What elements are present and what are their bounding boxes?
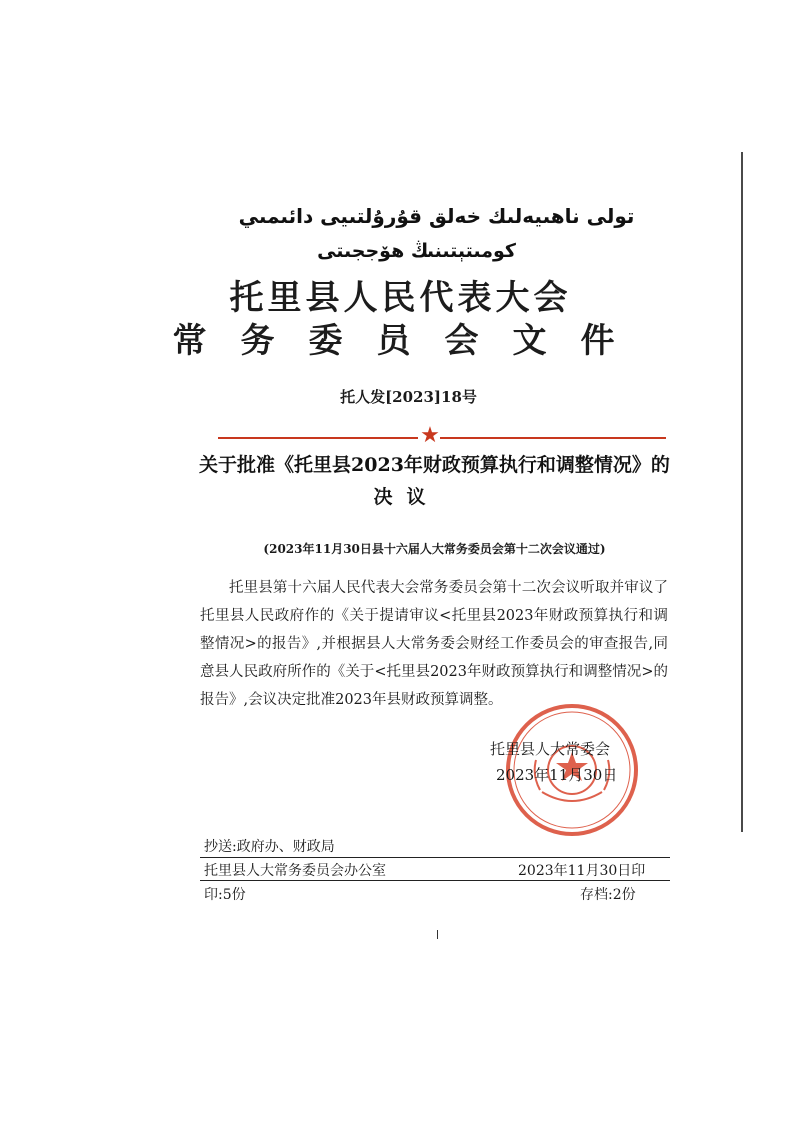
archived-copies: 存档:2份 [580,887,636,903]
issuing-office: 托里县人大常务委员会办公室 [204,863,386,879]
cc-recipients: 抄送:政府办、财政局 [204,839,335,855]
red-separator-right [440,437,666,439]
body-paragraph: 托里县第十六届人民代表大会常务委员会第十二次会议听取并审议了托里县人民政府作的《关于提请审议<托里县2023年财政预算执行和调整情况>的报告》,并根据县人大常务委会财经工作委员会的审查报告,同意县人民政府所作的《关于<托里县2023年财政预算执行和调整情况>的报告》,会议决定批准2023年县财政预算调整。 [200,580,668,708]
uyghur-issuer-line-2: كومىتېتىنىڭ ھۆججىتى [317,240,516,262]
footer-divider-2 [200,880,670,881]
red-separator-left [218,437,418,439]
print-date: 2023年11月30日印 [518,863,646,879]
document-title-line-2: 决议 [373,486,440,508]
document-number: 托人发[2023]18号 [340,388,477,406]
page-mark [437,930,438,939]
uyghur-issuer-line-1: تولى ناھىيەلىك خەلق قۇرۇلتىيى دائىمىي [238,204,635,228]
issuer-title-line-1: 托里县人民代表大会 [229,278,572,318]
adoption-note: (2023年11月30日县十六届人大常务委员会第十二次会议通过) [263,542,606,556]
footer-divider-1 [200,857,670,858]
signature-date: 2023年11月30日 [496,766,618,784]
printed-copies: 印:5份 [204,887,246,903]
signature-organization: 托里县人大常委会 [490,740,611,758]
issuer-title-line-2: 常务委员会文件 [172,321,649,361]
document-title-line-1: 关于批准《托里县2023年财政预算执行和调整情况》的 [199,454,670,476]
red-star-icon: ★ [420,423,440,448]
